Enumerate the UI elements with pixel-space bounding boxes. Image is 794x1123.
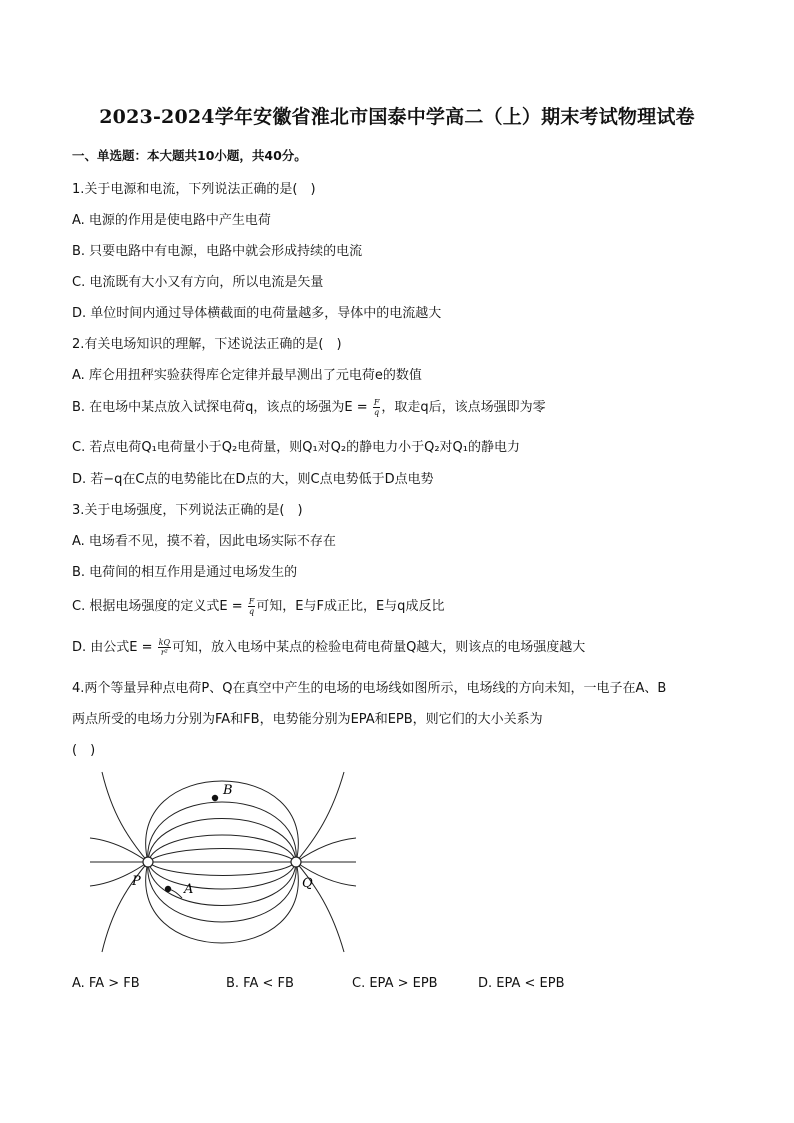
q2-option-a: A. 库仑用扭秤实验获得库仑定律并最早测出了元电荷e的数值 — [72, 368, 422, 383]
field-line-upper-5 — [146, 781, 299, 862]
q3-option-d — [72, 636, 585, 657]
q2-option-b-post: ，取走q后，该点场强即为零 — [381, 400, 546, 415]
label-a: A — [184, 882, 194, 897]
field-line-lower-5 — [146, 862, 299, 943]
q2-option-b-pre: B. 在电场中某点放入试探电荷q，该点的场强为E = — [72, 400, 372, 415]
q4-option-c: C. EPA > EPB — [352, 976, 438, 991]
q3-option-c — [72, 595, 444, 616]
q1-option-a: A. 电源的作用是使电路中产生电荷 — [72, 213, 271, 228]
q3-option-d-pre: D. 由公式E = — [72, 640, 157, 655]
q4-option-d: D. EPA < EPB — [478, 976, 565, 991]
field-line-p-out-1 — [90, 838, 148, 862]
point-b — [212, 795, 218, 801]
label-b: B — [223, 783, 233, 798]
q4-option-b: B. FA < FB — [226, 976, 294, 991]
q2-option-b — [72, 396, 546, 417]
page-title: 2023-2024学年安徽省淮北市国泰中学高二（上）期末考试物理试卷 — [99, 106, 695, 128]
q3-option-a: A. 电场看不见，摸不着，因此电场实际不存在 — [72, 534, 336, 549]
q3-option-b: B. 电荷间的相互作用是通过电场发生的 — [72, 565, 298, 580]
q4-stem-line3: ( ) — [72, 743, 96, 758]
q2-option-c: C. 若点电荷Q₁电荷量小于Q₂电荷量，则Q₁对Q₂的静电力小于Q₂对Q₁的静电力 — [72, 440, 521, 455]
q1-stem: 1.关于电源和电流，下列说法正确的是( ) — [72, 182, 316, 197]
field-line-upper-3 — [148, 819, 296, 863]
field-line-lower-1 — [148, 862, 296, 876]
field-line-lower-3 — [148, 862, 296, 906]
q2-stem: 2.有关电场知识的理解，下述说法正确的是( ) — [72, 337, 342, 352]
charge-p — [143, 857, 153, 867]
q3-option-c-pre: C. 根据电场强度的定义式E = — [72, 599, 247, 614]
field-line-upper-1 — [148, 849, 296, 863]
q4-stem-line1: 4.两个等量异种点电荷P、Q在真空中产生的电场的电场线如图所示，电场线的方向未知，一电子在A、B — [72, 681, 667, 696]
label-q: Q — [302, 876, 313, 891]
q4-option-a: A. FA > FB — [72, 976, 140, 991]
fraction-f-over-q: $\frac{F}{q}$ — [373, 398, 380, 417]
q4-stem-line2: 两点所受的电场力分别为FA和FB，电势能分别为EPA和EPB，则它们的大小关系为 — [72, 712, 543, 727]
fraction-kq-over-r2: $\frac{kQ}{\text{r²}}$ — [158, 638, 171, 657]
q1-option-c: C. 电流既有大小又有方向，所以电流是矢量 — [72, 275, 324, 290]
q3-option-d-post: 可知，放入电场中某点的检验电荷电荷量Q越大，则该点的电场强度越大 — [172, 640, 586, 655]
label-p: P — [132, 874, 141, 889]
q3-option-c-post: 可知，E与F成正比，E与q成反比 — [256, 599, 445, 614]
section-heading: 一、单选题：本大题共10小题，共40分。 — [72, 148, 307, 163]
electric-field-lines-figure — [88, 768, 368, 958]
q2-option-d: D. 若−q在C点的电势能比在D点的大，则C点电势低于D点电势 — [72, 472, 434, 487]
point-a — [165, 886, 171, 892]
q3-stem: 3.关于电场强度，下列说法正确的是( ) — [72, 503, 303, 518]
fraction-f-over-q: $\frac{F}{q}$ — [248, 597, 255, 616]
charge-q — [291, 857, 301, 867]
q1-option-d: D. 单位时间内通过导体横截面的电荷量越多，导体中的电流越大 — [72, 306, 442, 321]
q1-option-b: B. 只要电路中有电源，电路中就会形成持续的电流 — [72, 244, 363, 259]
